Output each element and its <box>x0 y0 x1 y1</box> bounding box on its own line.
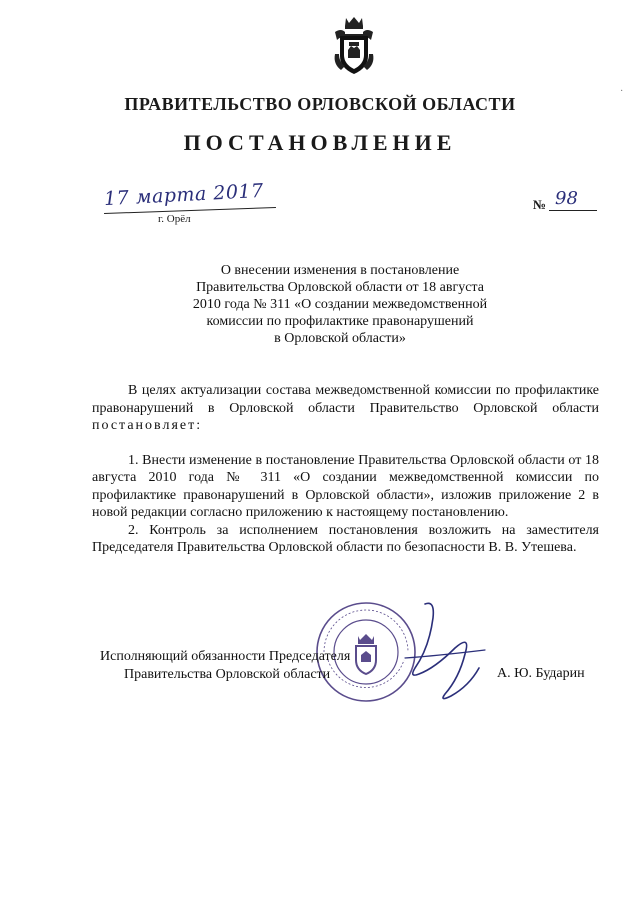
document-subject <box>160 262 520 347</box>
city-label: г. Орёл <box>158 213 191 225</box>
decree-word: постановляет: <box>92 418 203 433</box>
scan-mark: · <box>620 86 624 97</box>
subject-line: Правительства Орловской области от 18 августа <box>196 280 484 295</box>
signatory-position <box>100 648 350 684</box>
item-2-paragraph: 2. Контроль за исполнением постановления возложить на заместителя Председателя Правительства Орловской области по безопасности В. В. Утешева. <box>92 522 599 555</box>
handwritten-date: 17 марта 2017 <box>103 179 265 211</box>
handwritten-number: 98 <box>555 188 578 209</box>
item-1-paragraph: 1. Внести изменение в постановление Правительства Орловской области от 18 августа 2010 года № 311 «О создании межведомственной комиссии по профилактике правонарушений в Орловской области», изложив приложение 2 в новой редакции согласно приложению к настоящему постановлению. <box>92 452 599 520</box>
coat-of-arms-emblem <box>331 14 377 78</box>
subject-line: в Орловской области» <box>274 331 406 346</box>
subject-line: О внесении изменения в постановление <box>220 263 460 278</box>
document-body <box>92 382 599 557</box>
handwritten-signature <box>395 598 505 718</box>
position-line-2: Правительства Орловской области <box>124 667 331 682</box>
preamble-paragraph <box>92 382 599 435</box>
position-line-1: Исполняющий обязанности Председателя <box>100 649 351 664</box>
number-underline <box>549 210 597 211</box>
signatory-name: А. Ю. Бударин <box>497 666 585 681</box>
subject-line: комиссии по профилактике правонарушений <box>206 314 474 329</box>
document-type-title: ПОСТАНОВЛЕНИЕ <box>183 130 457 155</box>
subject-line: 2010 года № 311 «О создании межведомственной <box>192 297 488 312</box>
government-title: ПРАВИТЕЛЬСТВО ОРЛОВСКОЙ ОБЛАСТИ <box>124 94 516 114</box>
number-label: № <box>533 197 547 212</box>
preamble-text: В целях актуализации состава межведомственной комиссии по профилактике правонарушений в Орловской области Правительство Орловской области <box>92 383 599 416</box>
